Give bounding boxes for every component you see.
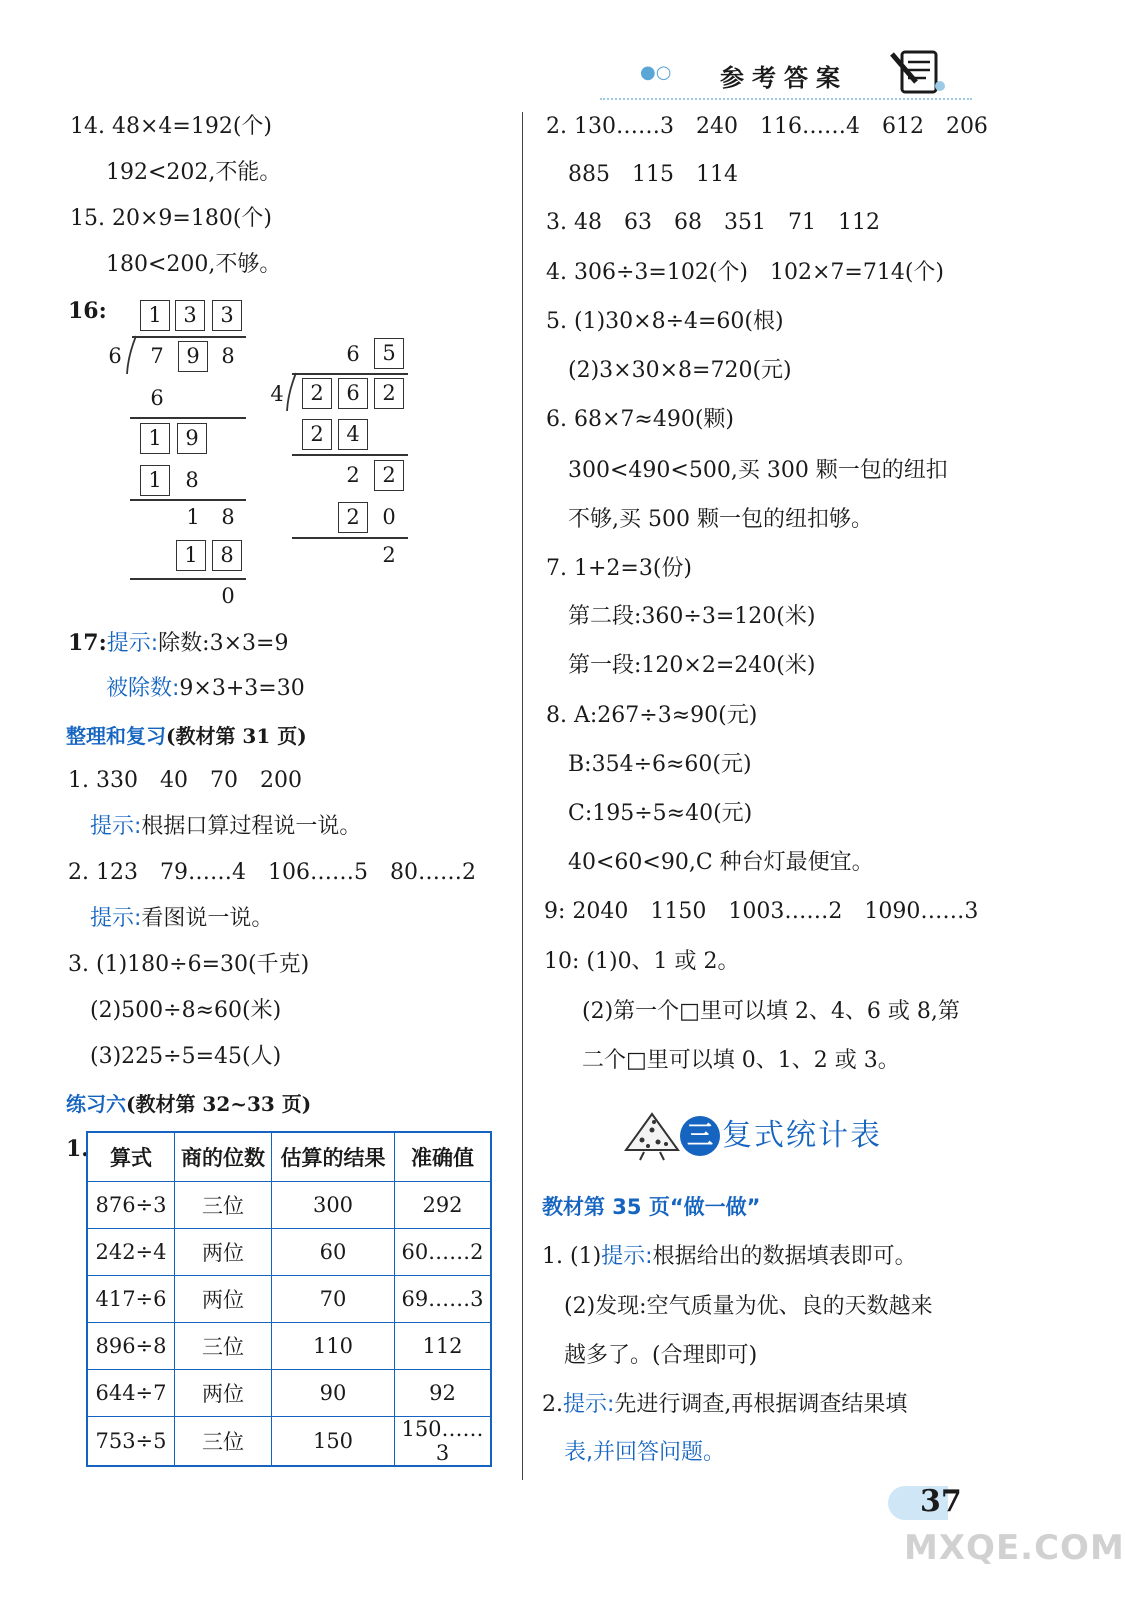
q17-line2: [106, 674, 305, 704]
q15-line1: 15. 20×9=180(个): [70, 206, 272, 231]
u-q2-line1: [542, 1390, 907, 1420]
table-cell: 两位: [175, 1276, 272, 1323]
r-q7-line3: 第一段:120×2=240(米): [568, 653, 816, 678]
table-cell: 753÷5: [87, 1417, 175, 1467]
s1-q1-line1: 1. 330 40 70 200: [68, 768, 302, 793]
r-q6-line1: 6. 68×7≈490(颗): [546, 407, 734, 432]
step-digit: 1: [140, 465, 170, 496]
page-header-title: 参考答案: [720, 64, 848, 92]
step-digit: 2: [338, 502, 368, 533]
hint-continuation: 表,并回答问题。: [564, 1440, 725, 1465]
u-q1-line1: [542, 1242, 917, 1272]
table-cell: 69……3: [395, 1276, 492, 1323]
section-ref: (教材第 31 页): [166, 724, 307, 748]
step-line: [292, 537, 408, 539]
header-dots: ●○: [640, 62, 672, 83]
section-ref: (教材第 32~33 页): [126, 1092, 312, 1116]
u-q2-number: 2.: [542, 1392, 563, 1417]
hint-label: 提示:: [601, 1244, 653, 1269]
step-digit: 1: [176, 540, 206, 571]
quotient-digit: 5: [374, 338, 404, 369]
quotient-digit: 1: [140, 300, 170, 331]
u-q2-line2: [564, 1438, 725, 1468]
table-header: 准确值: [395, 1132, 492, 1182]
watermark: MXQE.COM: [904, 1528, 1125, 1568]
step-line: [292, 454, 408, 456]
table-header: 商的位数: [175, 1132, 272, 1182]
hint-label: 提示:: [90, 814, 142, 839]
table-cell: 60: [272, 1229, 395, 1276]
dividend-digit: 9: [178, 341, 208, 372]
hint-text: 看图说一说。: [141, 906, 274, 931]
u-q1-line2: (2)发现:空气质量为优、良的天数越来: [564, 1294, 933, 1319]
table-row: [87, 1182, 491, 1229]
table-header: 估算的结果: [272, 1132, 395, 1182]
hint-label: 提示:: [563, 1392, 615, 1417]
section-heading-textbook35: 教材第 35 页“做一做”: [542, 1195, 761, 1219]
q15-line2: 180<200,不够。: [106, 252, 282, 277]
table-cell: 两位: [175, 1229, 272, 1276]
table-row: [87, 1417, 491, 1467]
table-cell: 150: [272, 1417, 395, 1467]
step-digit: 2: [374, 460, 404, 491]
unit-title: 复式统计表: [722, 1118, 882, 1153]
r-q8-line4: 40<60<90,C 种台灯最便宜。: [568, 850, 874, 875]
q17-line1: [68, 628, 288, 659]
s1-q3-line3: (3)225÷5=45(人): [90, 1044, 282, 1069]
table-cell: 242÷4: [87, 1229, 175, 1276]
table-cell: 三位: [175, 1417, 272, 1467]
table-cell: 三位: [175, 1323, 272, 1370]
table-cell: 300: [272, 1182, 395, 1229]
r-q8-line2: B:354÷6≈60(元): [568, 752, 752, 777]
dividend-digit: 6: [338, 378, 368, 409]
hint-text: 先进行调查,再根据调查结果填: [614, 1392, 908, 1417]
r-q2-line1: 2. 130……3 240 116……4 612 206: [546, 114, 988, 139]
step-digit: 0: [382, 505, 396, 529]
section-heading-exercise6: [66, 1088, 311, 1117]
column-divider: [522, 112, 523, 1480]
q17-label2: 被除数:: [106, 676, 180, 701]
step-line: [130, 578, 246, 580]
page-number: 37: [920, 1484, 962, 1519]
r-q10-line3: 二个□里可以填 0、1、2 或 3。: [582, 1048, 900, 1073]
r-q8-line3: C:195÷5≈40(元): [568, 801, 753, 826]
step-digit: 2: [346, 463, 360, 487]
hint-label: 提示:: [90, 906, 142, 931]
step-line: [130, 417, 246, 419]
table-question-number: 1.: [66, 1136, 89, 1162]
r-q7-line2: 第二段:360÷3=120(米): [568, 604, 816, 629]
table-header: 算式: [87, 1132, 175, 1182]
r-q2-line2: 885 115 114: [568, 162, 738, 187]
step-digit: 8: [185, 468, 199, 492]
quotient-digit: 3: [212, 300, 242, 331]
s1-q2-hint: [90, 904, 273, 934]
quotient-digit: 3: [175, 300, 205, 331]
table-cell: 876÷3: [87, 1182, 175, 1229]
q14-line2: 192<202,不能。: [106, 160, 282, 185]
q17-text2: 9×3+3=30: [179, 676, 305, 701]
divisor: 6: [108, 344, 122, 368]
quotient-digit: 6: [346, 342, 360, 366]
table-cell: 110: [272, 1323, 395, 1370]
r-q8-line1: 8. A:267÷3≈90(元): [546, 703, 758, 728]
r-q5-line2: (2)3×30×8=720(元): [568, 358, 792, 383]
section-heading-review: [66, 720, 307, 749]
table-cell: 644÷7: [87, 1370, 175, 1417]
q16-label: 16:: [68, 298, 107, 324]
hint-text: 根据口算过程说一说。: [141, 814, 362, 839]
s1-q2-line1: 2. 123 79……4 106……5 80……2: [68, 860, 476, 885]
q17-text1: 除数:3×3=9: [158, 631, 289, 656]
division-bracket: [286, 373, 298, 417]
step-digit: 9: [177, 423, 207, 454]
notebook-pencil-icon: [888, 46, 950, 102]
r-q10-line2: (2)第一个□里可以填 2、4、6 或 8,第: [582, 999, 960, 1024]
table-row: [87, 1370, 491, 1417]
s1-q1-hint: [90, 812, 361, 842]
table-cell: 两位: [175, 1370, 272, 1417]
table-cell: 70: [272, 1276, 395, 1323]
step-digit: 6: [150, 386, 164, 410]
r-q5-line1: 5. (1)30×8÷4=60(根): [546, 309, 784, 334]
dividend-digit: 7: [150, 344, 164, 368]
table-cell: 417÷6: [87, 1276, 175, 1323]
unit-number-badge: 三: [680, 1116, 720, 1156]
step-digit: 1: [186, 505, 200, 529]
step-digit: 1: [140, 423, 170, 454]
step-line: [130, 499, 246, 501]
table-cell: 292: [395, 1182, 492, 1229]
r-q10-line1: 10: (1)0、1 或 2。: [544, 949, 740, 974]
r-q4-line1: 4. 306÷3=102(个) 102×7=714(个): [546, 260, 945, 285]
hint-text: 根据给出的数据填表即可。: [652, 1244, 917, 1269]
table-row: [87, 1229, 491, 1276]
division-bar: [292, 373, 408, 375]
divisor: 4: [270, 382, 284, 406]
table-cell: 三位: [175, 1182, 272, 1229]
section-title: 整理和复习: [66, 724, 166, 748]
section-title: 练习六: [66, 1092, 126, 1116]
step-digit: 8: [221, 505, 235, 529]
dividend-digit: 8: [221, 344, 235, 368]
r-q6-line2: 300<490<500,买 300 颗一包的纽扣: [568, 458, 948, 483]
remainder-digit: 2: [382, 543, 396, 567]
estimation-table: [86, 1131, 492, 1467]
table-cell: 60……2: [395, 1229, 492, 1276]
r-q6-line3: 不够,买 500 颗一包的纽扣够。: [568, 507, 873, 532]
table-cell: 150……3: [395, 1417, 492, 1467]
s1-q3-line2: (2)500÷8≈60(米): [90, 998, 282, 1023]
u-q1-line3: 越多了。(合理即可): [564, 1343, 758, 1368]
step-digit: 8: [212, 540, 242, 571]
step-digit: 4: [338, 419, 368, 450]
r-q7-line1: 7. 1+2=3(份): [546, 556, 693, 581]
remainder-digit: 0: [221, 584, 235, 608]
hint-label: 提示:: [106, 631, 159, 656]
s1-q3-line1: 3. (1)180÷6=30(千克): [68, 952, 310, 977]
table-row: [87, 1276, 491, 1323]
table-cell: 112: [395, 1323, 492, 1370]
table-cell: 90: [272, 1370, 395, 1417]
q17-number: 17:: [68, 630, 107, 656]
table-row: [87, 1323, 491, 1370]
dividend-digit: 2: [374, 378, 404, 409]
table-cell: 92: [395, 1370, 492, 1417]
step-digit: 2: [302, 419, 332, 450]
u-q1-number: 1. (1): [542, 1244, 602, 1269]
q14-line1: 14. 48×4=192(个): [70, 114, 272, 139]
mascot-icon: [622, 1110, 688, 1166]
r-q9-line1: 9: 2040 1150 1003……2 1090……3: [544, 899, 979, 924]
table-header-row: [87, 1132, 491, 1182]
dividend-digit: 2: [302, 378, 332, 409]
r-q3-line1: 3. 48 63 68 351 71 112: [546, 210, 880, 235]
table-cell: 896÷8: [87, 1323, 175, 1370]
division-bar: [132, 336, 246, 338]
division-bracket: [126, 336, 138, 380]
